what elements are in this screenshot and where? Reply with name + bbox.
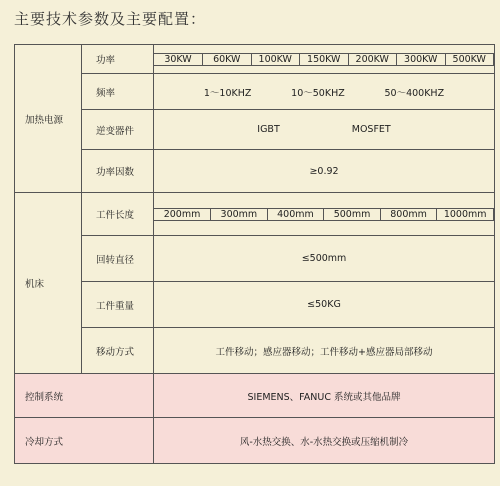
- row-swing: [15, 236, 495, 282]
- length-value: 800mm: [380, 208, 437, 220]
- label-weight: 工件重量: [82, 282, 154, 328]
- length-values: [154, 208, 494, 221]
- category-cooling: 冷却方式: [15, 418, 154, 464]
- frequency-value: 1～10KHZ: [203, 87, 252, 99]
- spec-table: [14, 44, 495, 464]
- motion-value: 工件移动；感应器移动；工件移动+感应器局部移动: [154, 328, 495, 374]
- frequency-values-cell: [154, 74, 495, 110]
- row-power-factor: [15, 150, 495, 193]
- label-power-factor: 功率因数: [82, 150, 154, 193]
- length-value: 400mm: [267, 208, 324, 220]
- row-power: [15, 45, 495, 74]
- power-values-cell: [154, 45, 495, 74]
- label-power: 功率: [82, 45, 154, 74]
- label-swing: 回转直径: [82, 236, 154, 282]
- row-weight: [15, 282, 495, 328]
- control-value: SIEMENS、FANUC 系统或其他品牌: [154, 374, 495, 418]
- frequency-value: 50～400KHZ: [384, 87, 445, 99]
- length-value: 200mm: [154, 208, 211, 220]
- inverter-values-cell: [154, 110, 495, 150]
- label-length: 工件长度: [82, 193, 154, 236]
- power-value: 300KW: [397, 53, 446, 65]
- label-motion: 移动方式: [82, 328, 154, 374]
- length-values-cell: [154, 193, 495, 236]
- category-power-supply: 加热电源: [15, 45, 82, 193]
- power-value: 500KW: [445, 53, 494, 65]
- frequency-value: 10～50KHZ: [291, 87, 345, 99]
- length-value: 500mm: [324, 208, 381, 220]
- label-inverter: 逆变器件: [82, 110, 154, 150]
- length-value: 1000mm: [437, 208, 494, 220]
- length-value: 300mm: [211, 208, 268, 220]
- label-frequency: 频率: [82, 74, 154, 110]
- row-frequency: [15, 74, 495, 110]
- row-motion: [15, 328, 495, 374]
- power-factor-value: ≥0.92: [154, 150, 495, 193]
- power-value: 100KW: [251, 53, 300, 65]
- weight-value: ≤50KG: [154, 282, 495, 328]
- power-value: 30KW: [154, 53, 203, 65]
- swing-value: ≤500mm: [154, 236, 495, 282]
- inverter-value: IGBT: [257, 124, 280, 135]
- power-value: 200KW: [348, 53, 397, 65]
- inverter-value: MOSFET: [351, 124, 391, 135]
- power-value: 150KW: [300, 53, 349, 65]
- row-length: [15, 193, 495, 236]
- category-machine: 机床: [15, 193, 82, 374]
- page-title: 主要技术参数及主要配置：: [14, 10, 207, 28]
- power-values: [154, 53, 494, 66]
- category-control: 控制系统: [15, 374, 154, 418]
- power-value: 60KW: [203, 53, 252, 65]
- row-inverter: [15, 110, 495, 150]
- row-cooling: [15, 418, 495, 464]
- row-control: [15, 374, 495, 418]
- cooling-value: 风-水热交换、水-水热交换或压缩机制冷: [154, 418, 495, 464]
